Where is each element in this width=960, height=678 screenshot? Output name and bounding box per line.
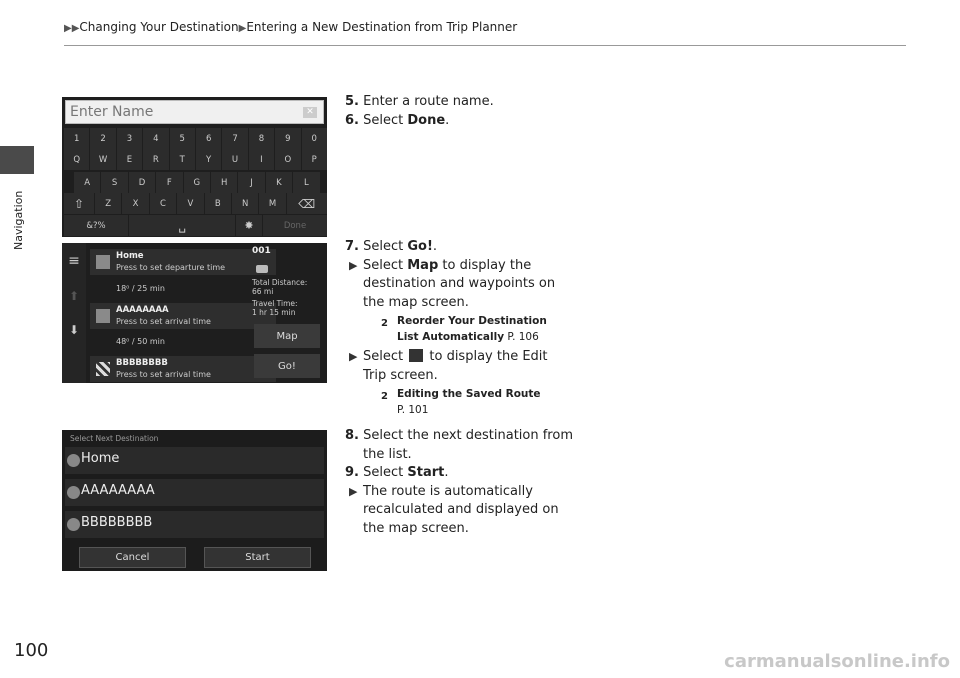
key[interactable]: Q (64, 149, 89, 170)
breadcrumb-arrow-icon: ▶▶ (64, 23, 80, 34)
key[interactable]: F (156, 172, 182, 193)
key[interactable]: 6 (196, 128, 221, 149)
key[interactable]: 8 (249, 128, 274, 149)
key[interactable]: J (238, 172, 264, 193)
trip-planner-screen (62, 243, 327, 383)
destination-item-bbbbbbbb[interactable]: BBBBBBBB (65, 511, 324, 538)
leg-distance-1: 18⁰ / 25 min (116, 284, 165, 293)
enter-name-screen (62, 97, 327, 237)
trip-number: 001 (252, 246, 271, 256)
done-button[interactable]: Done (263, 215, 327, 236)
flag-icon (96, 309, 110, 323)
menu-icon[interactable]: ≡ (68, 253, 80, 269)
shift-icon[interactable]: ⇧ (64, 193, 94, 214)
key[interactable]: Y (196, 149, 221, 170)
key[interactable]: O (275, 149, 300, 170)
steps-5-6: 5. Enter a route name. 6. Select Done. (345, 94, 494, 128)
key[interactable]: M (259, 193, 285, 214)
header-divider (64, 45, 906, 46)
key[interactable]: U (222, 149, 247, 170)
key[interactable]: 5 (170, 128, 195, 149)
key[interactable]: 4 (143, 128, 168, 149)
leg-distance-2: 48⁰ / 50 min (116, 337, 165, 346)
key[interactable]: E (117, 149, 142, 170)
menu-icon (409, 349, 423, 362)
location-dot-icon (67, 486, 80, 499)
arrow-icon: ▶ (349, 484, 358, 498)
key[interactable]: G (184, 172, 210, 193)
key[interactable]: X (122, 193, 148, 214)
key[interactable]: 9 (275, 128, 300, 149)
trip-sidebar (62, 243, 86, 383)
trip-row-aaaaaaaa[interactable]: AAAAAAAA Press to set arrival time (90, 303, 276, 329)
move-down-icon[interactable]: ⬇ (68, 323, 80, 337)
key[interactable]: 1 (64, 128, 89, 149)
key[interactable]: R (143, 149, 168, 170)
trip-row-bbbbbbbb[interactable]: BBBBBBBB Press to set arrival time (90, 356, 276, 382)
cancel-button[interactable]: Cancel (79, 547, 186, 568)
trip-summary: 001 Total Distance: 66 mi Travel Time: 1 hr 15 min Map Go! (248, 243, 327, 383)
section-label: Navigation (12, 190, 25, 250)
key[interactable]: C (150, 193, 176, 214)
backspace-icon[interactable]: ⌫ (287, 193, 327, 214)
key[interactable]: H (211, 172, 237, 193)
go-button[interactable]: Go! (254, 354, 320, 378)
key[interactable]: Z (95, 193, 121, 214)
location-dot-icon (67, 454, 80, 467)
breadcrumb-arrow-icon: ▶ (238, 23, 247, 34)
arrow-icon: ▶ (349, 350, 358, 363)
breadcrumb (64, 20, 517, 34)
select-next-destination-screen (62, 430, 327, 571)
language-icon[interactable]: ✸ (236, 215, 262, 236)
name-input[interactable]: Enter Name ✕ (65, 100, 324, 124)
location-dot-icon (67, 518, 80, 531)
keyboard-row-zxcv (64, 193, 327, 214)
clear-icon[interactable]: ✕ (303, 107, 317, 118)
key[interactable]: I (249, 149, 274, 170)
key[interactable]: L (293, 172, 319, 193)
key[interactable]: W (90, 149, 115, 170)
keyboard-row-qwerty (64, 149, 327, 170)
car-icon (256, 265, 268, 273)
key[interactable]: P (302, 149, 327, 170)
start-button[interactable]: Start (204, 547, 311, 568)
key[interactable]: T (170, 149, 195, 170)
key[interactable]: 0 (302, 128, 327, 149)
flag-icon (96, 255, 110, 269)
steps-8-9: 8. Select the next destination from the list. 9. Select Start. ▶ The route is automatically recalculated and displayed on the map screen. (345, 428, 573, 536)
keyboard-row-numbers (64, 128, 327, 149)
breadcrumb-item-1[interactable]: Changing Your Destination (79, 20, 239, 34)
space-key[interactable]: ␣ (129, 215, 235, 236)
key[interactable]: N (232, 193, 258, 214)
arrow-icon: ▶ (349, 258, 358, 272)
key[interactable]: K (266, 172, 292, 193)
key[interactable]: 3 (117, 128, 142, 149)
map-button[interactable]: Map (254, 324, 320, 348)
move-up-icon[interactable]: ⬆ (68, 289, 80, 303)
key[interactable]: 7 (222, 128, 247, 149)
key[interactable]: 2 (90, 128, 115, 149)
keyboard-row-asdf (74, 172, 320, 193)
destination-item-aaaaaaaa[interactable]: AAAAAAAA (65, 479, 324, 506)
key[interactable]: B (205, 193, 231, 214)
step-7: 7. Select Go!. ▶ Select Map to display the destination and waypoints on the map screen. 2 Reorder Your Destination List Automatically P. 106 ▶ Select to display the Edit Trip screen. 2 Editing the Saved Route P. 101 (345, 238, 555, 419)
symbols-key[interactable]: &?% (64, 215, 128, 236)
key[interactable]: D (129, 172, 155, 193)
key[interactable]: A (74, 172, 100, 193)
destination-item-home[interactable]: Home (65, 447, 324, 474)
trip-row-home[interactable]: Home Press to set departure time (90, 249, 276, 275)
reference-link[interactable]: 2 Reorder Your Destination List Automatically P. 106 (381, 315, 547, 343)
key[interactable]: S (101, 172, 127, 193)
watermark: carmanualsonline.info (724, 651, 950, 672)
finish-flag-icon (96, 362, 110, 376)
screen-title: Select Next Destination (70, 434, 159, 443)
page-number: 100 (14, 640, 49, 661)
reference-icon: 2 (381, 391, 388, 402)
key[interactable]: V (177, 193, 203, 214)
reference-link[interactable]: 2 Editing the Saved Route P. 101 (381, 388, 541, 416)
reference-icon: 2 (381, 318, 388, 329)
breadcrumb-item-2[interactable]: Entering a New Destination from Trip Planner (246, 20, 518, 34)
keyboard-row-bottom (64, 215, 327, 236)
